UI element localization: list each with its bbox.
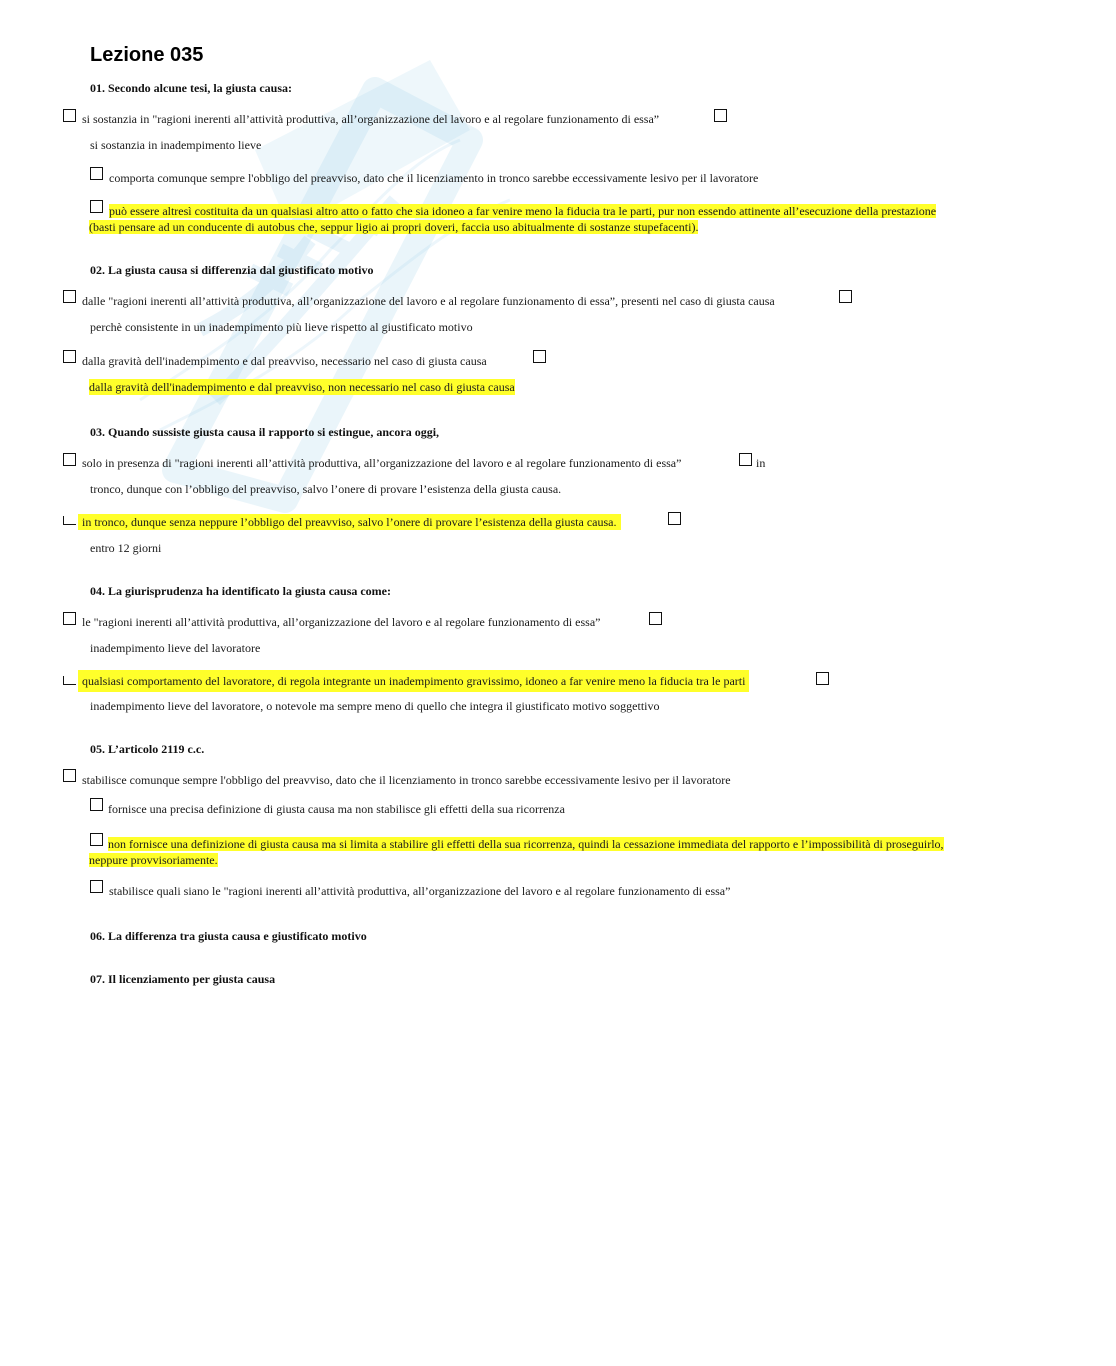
q05-option-d: stabilisce quali siano le "ragioni inerenti all’attività produttiva, all’organizzazione del lavoro e al regolare funzionamento di essa”: [109, 884, 731, 898]
q03-option-b: tronco, dunque con l’obbligo del preavviso, salvo l’onere di provare l’esistenza della giusta causa.: [90, 482, 562, 496]
checkbox-q02-a[interactable]: [63, 290, 76, 303]
question-06-title: 06. La differenza tra giusta causa e giustificato motivo: [90, 929, 367, 943]
checkbox-q04-a[interactable]: [63, 612, 76, 625]
checkbox-q01-c[interactable]: [90, 167, 103, 180]
question-07-title: 07. Il licenziamento per giusta causa: [90, 972, 276, 986]
checkbox-q02-c[interactable]: [63, 350, 76, 363]
checkbox-q01-a[interactable]: [63, 109, 76, 122]
checkbox-q05-a[interactable]: [63, 769, 76, 782]
q05-option-b: fornisce una precisa definizione di giusta causa ma non stabilisce gli effetti della sua ricorrenza: [108, 802, 565, 816]
q04-option-a: le "ragioni inerenti all’attività produttiva, all’organizzazione del lavoro e al regolare funzionamento di essa”: [82, 615, 601, 629]
checkbox-q02-b[interactable]: [839, 290, 852, 303]
q02-option-c: dalla gravità dell'inadempimento e dal preavviso, necessario nel caso di giusta causa: [82, 354, 487, 368]
checkbox-q01-b[interactable]: [714, 109, 727, 122]
checkbox-q03-b[interactable]: [739, 453, 752, 466]
q03-option-c: in tronco, dunque senza neppure l’obbligo del preavviso, salvo l’onere di provare l’esistenza della giusta causa.: [78, 514, 621, 530]
q02-option-b: perchè consistente in un inadempimento più lieve rispetto al giustificato motivo: [90, 320, 473, 334]
checkbox-q04-d[interactable]: [816, 672, 829, 685]
q02-option-d: dalla gravità dell'inadempimento e dal preavviso, non necessario nel caso di giusta causa: [89, 380, 515, 394]
checkbox-q05-d[interactable]: [90, 880, 103, 893]
q01-option-d: può essere altresì costituita da un qualsiasi altro atto o fatto che sia idoneo a far venire meno la fiducia tra le parti, pur non essendo attinente all’esecuzione della prestazione (basti pensare ad un conducente di autobus che, seppur ligio ai propri doveri, faccia uso abitualmente di sostanze stupefacenti).: [89, 204, 937, 234]
q04-option-b: inadempimento lieve del lavoratore: [90, 641, 261, 655]
checkbox-q02-d[interactable]: [533, 350, 546, 363]
q03-option-d: entro 12 giorni: [90, 541, 162, 555]
checkbox-q03-a[interactable]: [63, 453, 76, 466]
checkbox-q04-b[interactable]: [649, 612, 662, 625]
q02-option-a: dalle "ragioni inerenti all’attività produttiva, all’organizzazione del lavoro e al regolare funzionamento di essa”, presenti nel caso di giusta causa: [82, 294, 775, 308]
q01-option-c: comporta comunque sempre l'obbligo del preavviso, dato che il licenziamento in tronco sarebbe eccessivamente lesivo per il lavoratore: [109, 171, 759, 185]
q05-option-c: non fornisce una definizione di giusta causa ma si limita a stabilire gli effetti della sua ricorrenza, quindi la cessazione immediata del rapporto e l’impossibilità di proseguirlo, neppure provvisoriamente.: [89, 837, 944, 867]
q04-option-c: qualsiasi comportamento del lavoratore, di regola integrante un inadempimento gravissimo, idoneo a far venire meno la fiducia tra le parti: [78, 670, 749, 692]
q05-option-a: stabilisce comunque sempre l'obbligo del preavviso, dato che il licenziamento in tronco sarebbe eccessivamente lesivo per il lavoratore: [82, 773, 731, 787]
q03-option-a: solo in presenza di "ragioni inerenti all’attività produttiva, all’organizzazione del lavoro e al regolare funzionamento di essa”: [82, 456, 682, 470]
checkbox-q03-c[interactable]: [63, 516, 76, 525]
q01-option-b: si sostanzia in inadempimento lieve: [90, 138, 262, 152]
question-01-title: 01. Secondo alcune tesi, la giusta causa:: [90, 81, 293, 95]
question-04-title: 04. La giurisprudenza ha identificato la giusta causa come:: [90, 584, 392, 598]
q01-option-a: si sostanzia in "ragioni inerenti all’attività produttiva, all’organizzazione del lavoro e al regolare funzionamento di essa”: [82, 112, 660, 126]
question-02-title: 02. La giusta causa si differenzia dal giustificato motivo: [90, 263, 374, 277]
checkbox-q04-c[interactable]: [63, 676, 76, 685]
question-05-title: 05. L’articolo 2119 c.c.: [90, 742, 205, 756]
q04-option-d: inadempimento lieve del lavoratore, o notevole ma sempre meno di quello che integra il giustificato motivo soggettivo: [90, 699, 660, 713]
checkbox-q05-b[interactable]: [90, 798, 103, 811]
checkbox-q03-d[interactable]: [668, 512, 681, 525]
question-03-title: 03. Quando sussiste giusta causa il rapporto si estingue, ancora oggi,: [90, 425, 440, 439]
lesson-title: Lezione 035: [90, 44, 204, 66]
q03-option-a-tail: in: [756, 456, 766, 470]
